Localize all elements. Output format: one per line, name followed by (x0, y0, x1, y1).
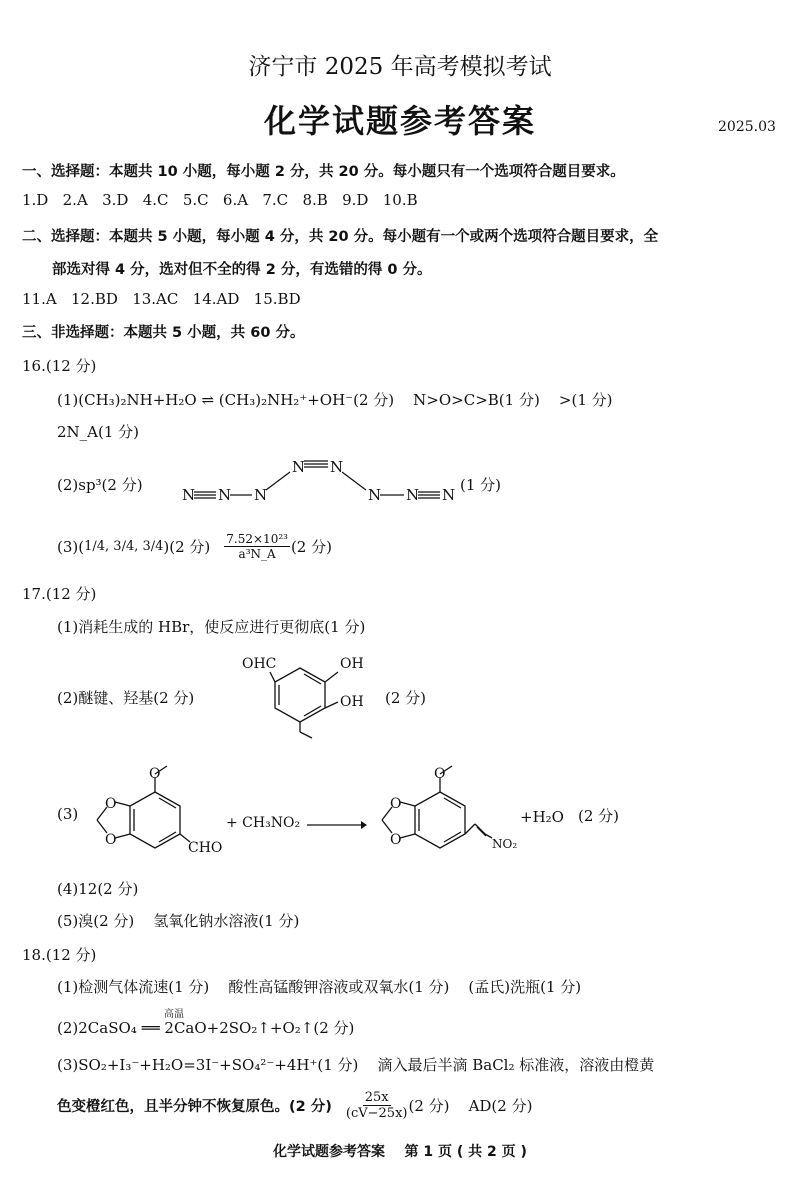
page-footer: 化学试题参考答案 第 1 页 ( 共 2 页 ) (273, 1144, 527, 1160)
q18-part3-tail: (2 分) AD(2 分) (408, 1097, 533, 1115)
q18-frac-numerator: 25x (364, 1090, 389, 1105)
q17-label: 17.(12 分) (22, 585, 97, 603)
oxygen-label: O (390, 796, 402, 812)
aldehyde-label: OHC (242, 656, 277, 672)
q17-part1: (1)消耗生成的 HBr，使反应进行更彻底(1 分) (57, 618, 366, 636)
q17-part3-product: +H₂O (520, 808, 564, 826)
nitro-label: NO₂ (492, 837, 518, 851)
q16-frac-numerator: 7.52×10²³ (226, 532, 288, 546)
oxygen-label: O (105, 796, 117, 812)
q18-label: 18.(12 分) (22, 946, 97, 964)
exam-subtitle: 济宁市 2025 年高考模拟考试 (248, 54, 552, 80)
q18-part2: (2)2CaSO₄ ══ 2CaO+2SO₂↑+O₂↑(2 分) (57, 1019, 355, 1037)
q16-part2-score: (1 分) (460, 476, 502, 494)
n-atom: N (406, 486, 420, 504)
section3-heading: 三、非选择题：本题共 5 小题，共 60 分。 (22, 325, 305, 341)
q17-part3-label: (3) (57, 805, 79, 823)
n-atom: N (368, 486, 382, 504)
section1-heading: 一、选择题：本题共 10 小题，每小题 2 分，共 20 分。每小题只有一个选项符合题目要求。 (22, 164, 625, 180)
q16-part3-suffix: )(2 分) (163, 538, 211, 556)
q17-part3-score: (2 分) (578, 807, 620, 825)
n-atom: N (182, 486, 196, 504)
reaction-arrow (307, 818, 367, 832)
n-atom: N (218, 486, 232, 504)
n-atom: N (254, 486, 268, 504)
q16-part1-line1: (1)(CH₃)₂NH+H₂O ⇌ (CH₃)₂NH₂⁺+OH⁻(2 分) N>O>C>B(1 分) >(1 分) (57, 391, 613, 409)
q18-part3-line1: (3)SO₂+I₃⁻+H₂O=3I⁻+SO₄²⁻+4H⁺(1 分) 滴入最后半滴 BaCl₂ 标准液，溶液由橙黄 (57, 1056, 655, 1074)
oxygen-label: O (434, 766, 446, 782)
n-atom: N (442, 486, 456, 504)
section2-heading-line2: 部选对得 4 分，选对但不全的得 2 分，有选错的得 0 分。 (52, 262, 432, 278)
aldehyde-label: CHO (188, 840, 223, 856)
q18-part1: (1)检测气体流速(1 分) 酸性高锰酸钾溶液或双氧水(1 分) (孟氏)洗瓶(1 分) (57, 978, 582, 996)
q17-part4: (4)12(2 分) (57, 880, 139, 898)
section2-heading-line1: 二、选择题：本题共 5 小题，每小题 4 分，共 20 分。每小题有一个或两个选项符合题目要求，全 (22, 229, 659, 245)
q16-part3-score: (2 分) (290, 538, 332, 556)
q18-part3-line2 (57, 1090, 532, 1121)
q16-part3-prefix: (3)( (57, 537, 85, 556)
q16-label: 16.(12 分) (22, 357, 97, 375)
q17-product-structure (370, 762, 530, 862)
q18-part3-fraction (346, 1090, 408, 1121)
section1-answers: 1.D 2.A 3.D 4.C 5.C 6.A 7.C 8.B 9.D 10.B (22, 191, 418, 209)
q18-part2-condition: 高温 (164, 1009, 184, 1020)
oxygen-label: O (149, 766, 161, 782)
q16-part3-coord: 1/4, 3/4, 3/4 (84, 539, 164, 554)
azide-chain-structure (180, 452, 470, 512)
n-atom: N (292, 458, 306, 476)
q17-part3-reagent: + CH₃NO₂ (226, 815, 301, 831)
q16-frac-denominator: a³N_A (238, 547, 276, 561)
q18-frac-denominator: (cV−25x) (345, 1106, 408, 1121)
q17-reactant-structure (85, 762, 225, 862)
q17-part5: (5)溴(2 分) 氢氧化钠水溶液(1 分) (57, 912, 300, 930)
n-atom: N (330, 458, 344, 476)
section2-answers: 11.A 12.BD 13.AC 14.AD 15.BD (22, 290, 301, 308)
date: 2025.03 (718, 119, 776, 135)
page-title: 化学试题参考答案 (263, 102, 536, 140)
q18-part3-text: 色变橙红色，且半分钟不恢复原色。(2 分) (57, 1099, 332, 1115)
q16-part1-line2: 2N_A(1 分) (57, 423, 140, 441)
q16-part3 (57, 532, 332, 561)
oxygen-label: O (390, 832, 402, 848)
q17-part2-text: (2)醚键、羟基(2 分) (57, 689, 195, 707)
q16-part3-fraction (224, 532, 290, 561)
q17-part2-score: (2 分) (385, 689, 427, 707)
q17-part2-structure (240, 650, 380, 740)
hydroxyl-label: OH (340, 656, 364, 672)
q16-part2-text: (2)sp³(2 分) (57, 476, 143, 494)
hydroxyl-label: OH (340, 694, 364, 710)
oxygen-label: O (105, 832, 117, 848)
